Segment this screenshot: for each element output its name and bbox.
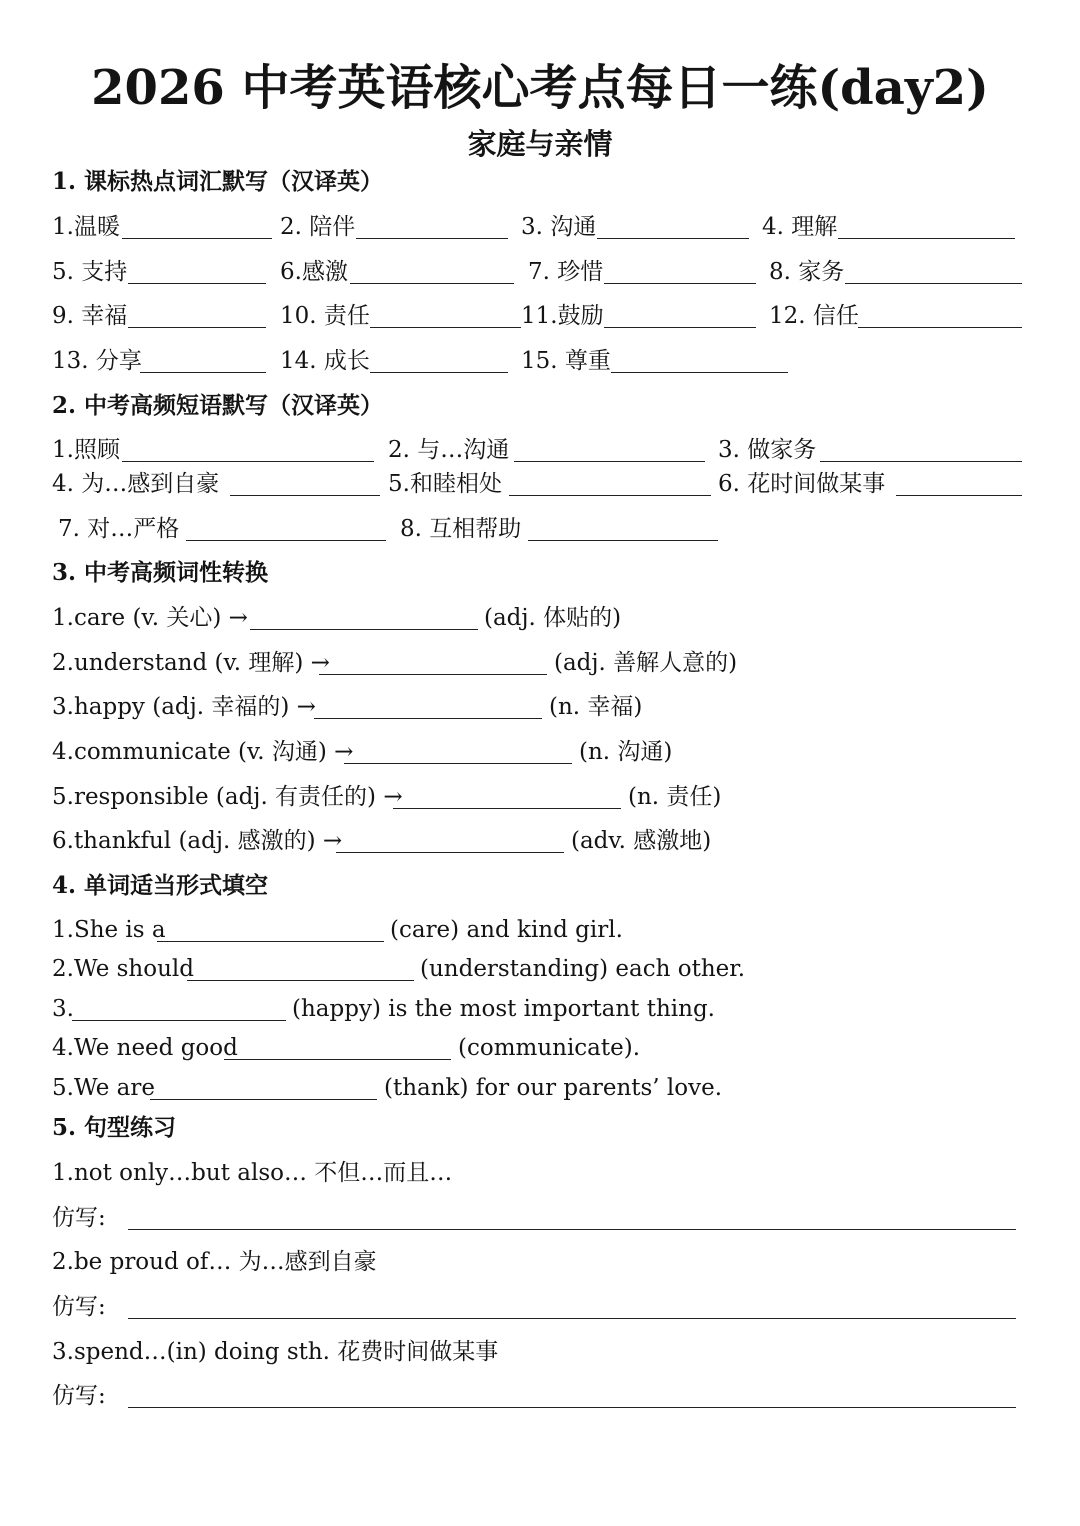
- section4-heading: 4. 单词适当形式填空: [52, 872, 269, 899]
- imitate-blank-1[interactable]: [128, 1229, 1016, 1230]
- vocab-item-7: 7. 珍惜: [528, 259, 604, 285]
- vocab-blank-2[interactable]: [356, 238, 508, 239]
- vocab-item-1: 1.温暖: [52, 214, 120, 240]
- conversion-hint-6: (adv. 感激地): [571, 828, 712, 854]
- fill-before-5: 5.We are: [52, 1075, 155, 1101]
- vocab-blank-12[interactable]: [858, 327, 1022, 328]
- section1-heading: 1. 课标热点词汇默写（汉译英）: [52, 168, 384, 195]
- conversion-hint-1: (adj. 体贴的): [484, 605, 622, 631]
- vocab-blank-4[interactable]: [838, 238, 1015, 239]
- fill-blank-2[interactable]: [187, 980, 414, 981]
- vocab-blank-11[interactable]: [604, 327, 756, 328]
- vocab-item-9: 9. 幸福: [52, 303, 128, 329]
- vocab-item-15: 15. 尊重: [521, 348, 611, 374]
- vocab-blank-3[interactable]: [597, 238, 749, 239]
- imitate-label-3: 仿写:: [52, 1383, 106, 1409]
- phrase-blank-2[interactable]: [514, 461, 705, 462]
- conversion-prompt-2: 2.understand (v. 理解) →: [52, 650, 330, 676]
- fill-blank-4[interactable]: [224, 1059, 451, 1060]
- phrase-item-3: 3. 做家务: [718, 437, 817, 463]
- phrase-blank-3[interactable]: [820, 461, 1022, 462]
- fill-after-1: (care) and kind girl.: [390, 917, 623, 943]
- vocab-blank-7[interactable]: [604, 283, 756, 284]
- phrase-item-8: 8. 互相帮助: [400, 516, 522, 542]
- conversion-prompt-3: 3.happy (adj. 幸福的) →: [52, 694, 316, 720]
- vocab-item-5: 5. 支持: [52, 259, 128, 285]
- vocab-item-3: 3. 沟通: [521, 214, 597, 240]
- phrase-blank-1[interactable]: [122, 461, 374, 462]
- conversion-prompt-6: 6.thankful (adj. 感激的) →: [52, 828, 343, 854]
- pattern-3: 3.spend…(in) doing sth. 花费时间做某事: [52, 1339, 499, 1365]
- pattern-1: 1.not only…but also… 不但…而且…: [52, 1160, 453, 1186]
- phrase-blank-5[interactable]: [509, 495, 711, 496]
- pattern-2: 2.be proud of… 为…感到自豪: [52, 1249, 377, 1275]
- imitate-label-2: 仿写:: [52, 1294, 106, 1320]
- fill-blank-5[interactable]: [150, 1099, 377, 1100]
- phrase-item-6: 6. 花时间做某事: [718, 471, 886, 497]
- vocab-item-12: 12. 信任: [769, 303, 859, 329]
- vocab-blank-6[interactable]: [350, 283, 514, 284]
- vocab-item-2: 2. 陪伴: [280, 214, 356, 240]
- phrase-blank-4[interactable]: [230, 495, 380, 496]
- phrase-blank-7[interactable]: [186, 540, 386, 541]
- conversion-blank-1[interactable]: [250, 629, 478, 630]
- imitate-blank-2[interactable]: [128, 1318, 1016, 1319]
- fill-after-3: (happy) is the most important thing.: [292, 996, 715, 1022]
- fill-before-2: 2.We should: [52, 956, 194, 982]
- fill-before-3: 3.: [52, 996, 74, 1022]
- phrase-item-7: 7. 对…严格: [58, 516, 180, 542]
- conversion-hint-3: (n. 幸福): [549, 694, 643, 720]
- vocab-blank-1[interactable]: [122, 238, 272, 239]
- phrase-item-1: 1.照顾: [52, 437, 120, 463]
- fill-after-5: (thank) for our parents’ love.: [384, 1075, 723, 1101]
- phrase-item-4: 4. 为…感到自豪: [52, 471, 220, 497]
- vocab-blank-9[interactable]: [128, 327, 266, 328]
- section2-heading: 2. 中考高频短语默写（汉译英）: [52, 392, 384, 419]
- fill-after-4: (communicate).: [458, 1035, 641, 1061]
- conversion-blank-3[interactable]: [314, 718, 542, 719]
- vocab-item-8: 8. 家务: [769, 259, 845, 285]
- vocab-blank-13[interactable]: [140, 372, 266, 373]
- conversion-prompt-4: 4.communicate (v. 沟通) →: [52, 739, 354, 765]
- conversion-hint-2: (adj. 善解人意的): [554, 650, 738, 676]
- conversion-blank-4[interactable]: [344, 763, 572, 764]
- conversion-hint-4: (n. 沟通): [579, 739, 673, 765]
- imitate-blank-3[interactable]: [128, 1407, 1016, 1408]
- vocab-item-11: 11.鼓励: [521, 303, 604, 329]
- conversion-blank-6[interactable]: [336, 852, 564, 853]
- conversion-blank-2[interactable]: [319, 674, 547, 675]
- vocab-blank-15[interactable]: [611, 372, 788, 373]
- vocab-blank-8[interactable]: [845, 283, 1022, 284]
- vocab-item-13: 13. 分享: [52, 348, 142, 374]
- fill-blank-3[interactable]: [72, 1020, 286, 1021]
- vocab-blank-10[interactable]: [370, 327, 521, 328]
- vocab-item-14: 14. 成长: [280, 348, 370, 374]
- phrase-item-5: 5.和睦相处: [388, 471, 502, 497]
- conversion-prompt-5: 5.responsible (adj. 有责任的) →: [52, 784, 403, 810]
- section3-heading: 3. 中考高频词性转换: [52, 559, 269, 586]
- page-subtitle: 家庭与亲情: [467, 127, 613, 161]
- fill-blank-1[interactable]: [157, 941, 384, 942]
- vocab-blank-5[interactable]: [128, 283, 266, 284]
- conversion-blank-5[interactable]: [393, 808, 621, 809]
- vocab-item-6: 6.感激: [280, 259, 348, 285]
- phrase-item-2: 2. 与…沟通: [388, 437, 510, 463]
- phrase-blank-6[interactable]: [896, 495, 1022, 496]
- fill-before-1: 1.She is a: [52, 917, 166, 943]
- fill-before-4: 4.We need good: [52, 1035, 238, 1061]
- phrase-blank-8[interactable]: [528, 540, 718, 541]
- fill-after-2: (understanding) each other.: [420, 956, 746, 982]
- section5-heading: 5. 句型练习: [52, 1114, 177, 1141]
- page-title: 2026 中考英语核心考点每日一练(day2): [91, 60, 989, 116]
- conversion-prompt-1: 1.care (v. 关心) →: [52, 605, 248, 631]
- vocab-item-4: 4. 理解: [762, 214, 838, 240]
- conversion-hint-5: (n. 责任): [628, 784, 722, 810]
- imitate-label-1: 仿写:: [52, 1205, 106, 1231]
- vocab-item-10: 10. 责任: [280, 303, 370, 329]
- vocab-blank-14[interactable]: [370, 372, 508, 373]
